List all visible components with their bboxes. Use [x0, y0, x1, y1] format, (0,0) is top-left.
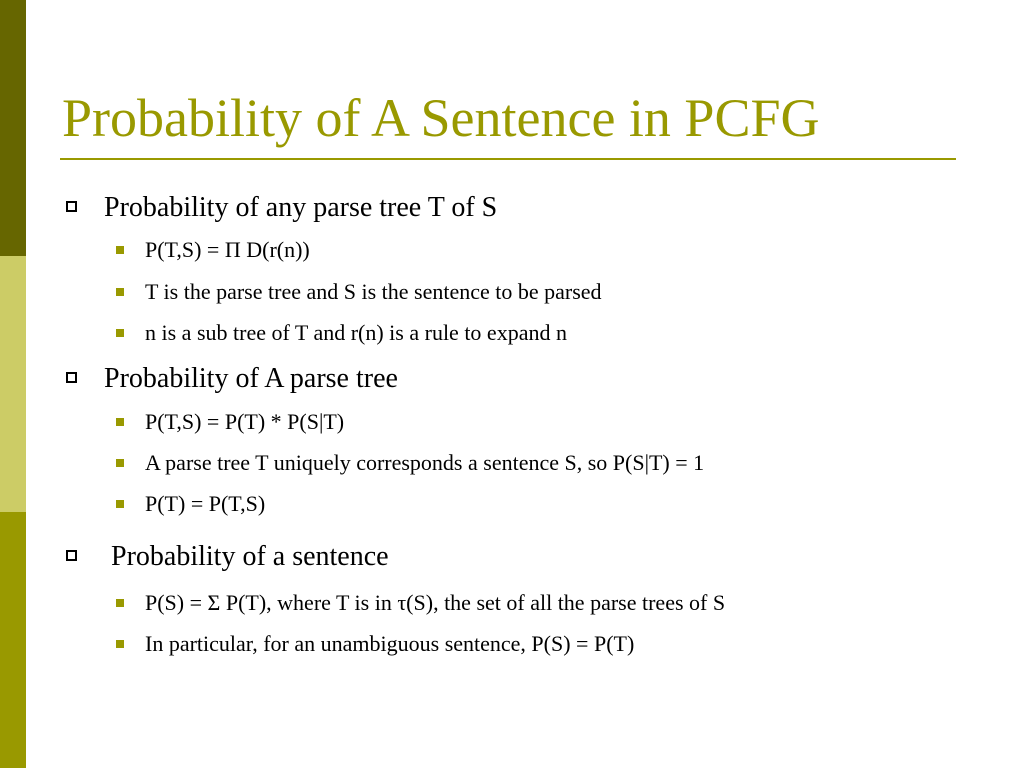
hollow-square-bullet-icon — [66, 372, 77, 383]
hollow-square-bullet-icon — [66, 201, 77, 212]
title-underline — [60, 158, 956, 160]
section-heading-text: Probability of A parse tree — [104, 363, 398, 394]
section-heading-text: Probability of a sentence — [104, 541, 389, 572]
square-bullet-icon — [116, 459, 124, 467]
list-item-text: T is the parse tree and S is the sentence to be parsed — [145, 279, 602, 304]
list-item-text: In particular, for an unambiguous sentence, P(S) = P(T) — [145, 631, 635, 656]
square-bullet-icon — [116, 418, 124, 426]
slide-title: Probability of A Sentence in PCFG — [62, 88, 820, 148]
square-bullet-icon — [116, 640, 124, 648]
section-heading-text: Probability of any parse tree T of S — [104, 192, 498, 223]
square-bullet-icon — [116, 500, 124, 508]
side-bar-bottom — [0, 512, 26, 768]
list-item-text: P(T,S) = P(T) * P(S|T) — [145, 409, 345, 434]
square-bullet-icon — [116, 246, 124, 254]
square-bullet-icon — [116, 288, 124, 296]
square-bullet-icon — [116, 599, 124, 607]
list-item-text: P(T) = P(T,S) — [145, 491, 266, 516]
list-item-text: n is a sub tree of T and r(n) is a rule to expand n — [145, 320, 567, 345]
list-item-text: P(S) = Σ P(T), where T is in τ(S), the set of all the parse trees of S — [145, 590, 726, 615]
side-bar-middle — [0, 256, 26, 512]
list-item-text: A parse tree T uniquely corresponds a sentence S, so P(S|T) = 1 — [145, 450, 705, 475]
list-item-text: P(T,S) = Π D(r(n)) — [145, 237, 310, 262]
square-bullet-icon — [116, 329, 124, 337]
hollow-square-bullet-icon — [66, 550, 77, 561]
side-bar-top — [0, 0, 26, 256]
